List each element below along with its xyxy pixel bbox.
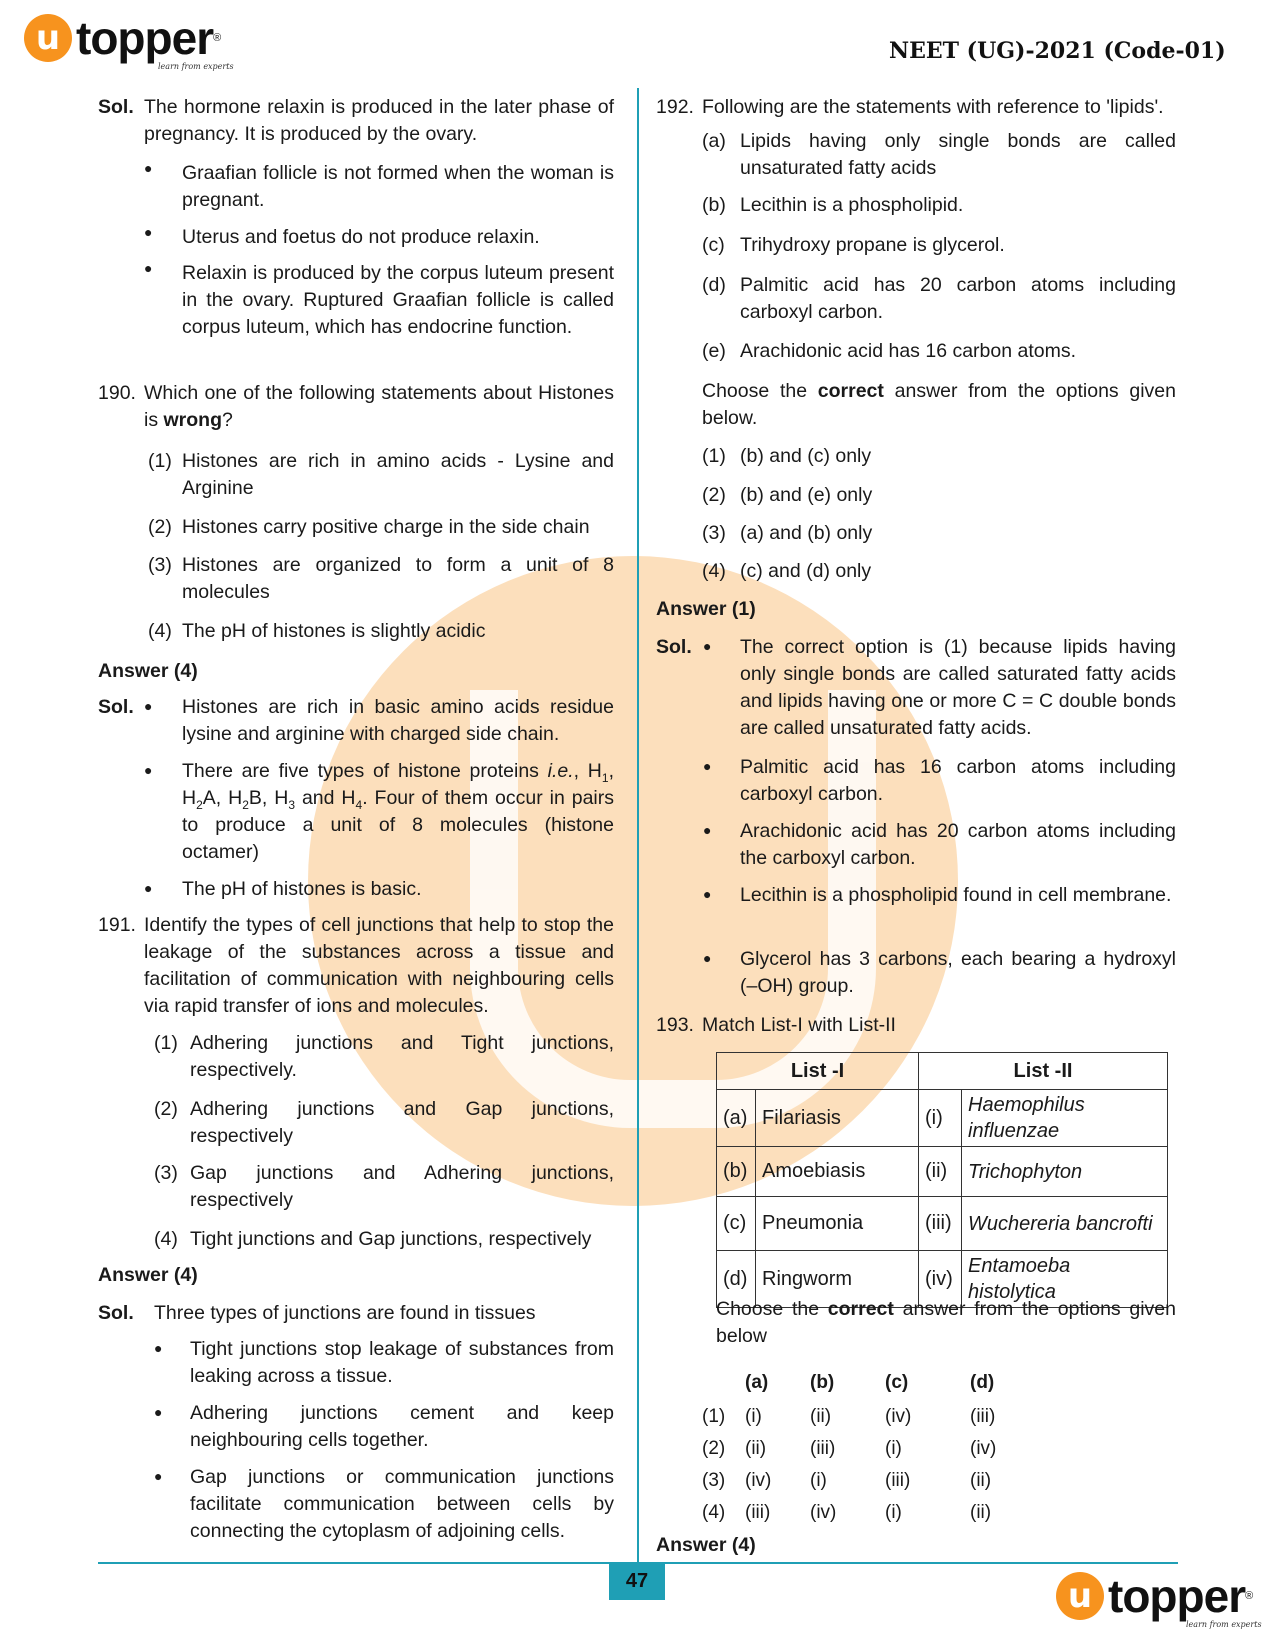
bullet-icon: ● bbox=[703, 822, 712, 838]
bullet-icon: ● bbox=[703, 758, 712, 774]
q190-opt-3: Histones are organized to form a unit of 8 molecules bbox=[182, 554, 614, 603]
q192-stmt-d: Palmitic acid has 20 carbon atoms including carboxyl carbon. bbox=[740, 274, 1176, 323]
q192-number: 192. bbox=[656, 96, 694, 118]
bullet-icon: ● bbox=[144, 260, 153, 276]
q193-opt-3-a: (iv) bbox=[745, 1470, 772, 1491]
bullet-icon: ● bbox=[144, 762, 153, 778]
q190-opt-2: Histones carry positive charge in the side chain bbox=[182, 516, 590, 538]
q192-stmt-a-num: (a) bbox=[702, 130, 726, 152]
q192-choose-text: Choose the correct answer from the options given below. bbox=[702, 380, 1177, 429]
table-row: (b) Amoebiasis (ii) Trichophyton bbox=[717, 1147, 1168, 1197]
q193-opt-3-d: (ii) bbox=[970, 1470, 992, 1491]
q193-answer: Answer (4) bbox=[656, 1534, 756, 1556]
sol189-bullet-3: Relaxin is produced by the corpus luteum present in the ovary. Ruptured Graafian follicle is called corpus luteum, which has endocrine function. bbox=[182, 262, 614, 338]
q191-opt-4: Tight junctions and Gap junctions, respectively bbox=[190, 1228, 592, 1250]
logo-tagline: learn from experts bbox=[1186, 1620, 1262, 1629]
table-row: (d) Ringworm (iv) Entamoeba histolytica bbox=[717, 1251, 1168, 1308]
q192-sol-bullet-1: The correct option is (1) because lipids having only single bonds are called saturated fatty acids and lipids having one or more C = C double bonds are called unsaturated fatty acids. bbox=[740, 636, 1176, 739]
q192-opt-2-num: (2) bbox=[702, 484, 726, 506]
q192-sol-bullet-2: Palmitic acid has 16 carbon atoms including carboxyl carbon. bbox=[740, 756, 1176, 805]
q192-opt-3: (a) and (b) only bbox=[740, 522, 873, 544]
q193-opt-1-c: (iv) bbox=[885, 1406, 912, 1427]
q193-opt-2-a: (ii) bbox=[745, 1438, 767, 1459]
bullet-icon: ● bbox=[154, 1340, 163, 1356]
bullet-icon: ● bbox=[144, 224, 153, 240]
q190-opt-2-num: (2) bbox=[148, 516, 172, 538]
q193-opt-4-c: (i) bbox=[885, 1502, 902, 1523]
q191-number: 191. bbox=[98, 914, 136, 936]
column-divider bbox=[637, 88, 639, 1562]
q192-stmt-e: Arachidonic acid has 16 carbon atoms. bbox=[740, 340, 1077, 362]
footer-logo bbox=[1056, 1572, 1253, 1620]
table-row: (c) Pneumonia (iii) Wuchereria bancrofti bbox=[717, 1197, 1168, 1251]
q192-text: Following are the statements with reference to 'lipids'. bbox=[702, 96, 1164, 118]
q190-opt-3-num: (3) bbox=[148, 554, 172, 576]
logo-registered: ® bbox=[1245, 1590, 1254, 1602]
q190-text: Which one of the following statements about Histones is wrong? bbox=[144, 382, 614, 431]
q190-sol-label: Sol. bbox=[98, 696, 134, 718]
q193-opt-1-b: (ii) bbox=[810, 1406, 832, 1427]
q193-opt-4-d: (ii) bbox=[970, 1502, 992, 1523]
q191-text: Identify the types of cell junctions that help to stop the leakage of the substances across a tissue and facilitation of communication with neighbouring cells via rapid transfer of ions and molecules. bbox=[144, 914, 614, 1017]
q190-answer: Answer (4) bbox=[98, 660, 198, 682]
q191-opt-3: Gap junctions and Adhering junctions, respectively bbox=[190, 1162, 614, 1211]
q190-opt-4-num: (4) bbox=[148, 620, 172, 642]
q191-opt-1: Adhering junctions and Tight junctions, respectively. bbox=[190, 1032, 614, 1081]
q192-opt-1-num: (1) bbox=[702, 445, 726, 467]
q190-sol-bullet-2: There are five types of histone proteins i.e., $H_1$, $H_2A$, $H_2B$, $H_3$ and $H_4$. Four of them occur in pairs to produce a unit of 8 molecules (histone octamer) bbox=[182, 760, 614, 863]
q192-sol-bullet-4: Lecithin is a phospholipid found in cell membrane. bbox=[740, 884, 1172, 906]
q193-opt-4-a: (iii) bbox=[745, 1502, 771, 1523]
q193-choose-text: Choose the correct answer from the options given below bbox=[716, 1298, 1177, 1347]
bullet-icon: ● bbox=[144, 698, 153, 714]
q193-number: 193. bbox=[656, 1014, 694, 1036]
match-table bbox=[716, 1052, 1168, 1308]
logo-tagline: learn from experts bbox=[158, 62, 234, 71]
q193-opt-3-b: (i) bbox=[810, 1470, 827, 1491]
bullet-icon: ● bbox=[703, 886, 712, 902]
q192-stmt-a: Lipids having only single bonds are called unsaturated fatty acids bbox=[740, 130, 1176, 179]
opt-head-b: (b) bbox=[810, 1372, 835, 1393]
q193-opt-3-c: (iii) bbox=[885, 1470, 911, 1491]
bullet-icon: ● bbox=[154, 1468, 163, 1484]
q192-opt-2: (b) and (e) only bbox=[740, 484, 873, 506]
q192-stmt-b: Lecithin is a phospholipid. bbox=[740, 194, 964, 216]
q193-opt-2-num: (2) bbox=[702, 1438, 726, 1459]
q192-stmt-d-num: (d) bbox=[702, 274, 726, 296]
sol189-label: Sol. bbox=[98, 96, 134, 118]
q192-opt-3-num: (3) bbox=[702, 522, 726, 544]
q191-sol-bullet-2: Adhering junctions cement and keep neighbouring cells together. bbox=[190, 1402, 614, 1451]
logo-registered: ® bbox=[213, 32, 222, 44]
q191-sol-text: Three types of junctions are found in tissues bbox=[154, 1302, 536, 1324]
q191-answer: Answer (4) bbox=[98, 1264, 198, 1286]
logo-icon: u bbox=[1056, 1572, 1104, 1620]
q193-opt-4-num: (4) bbox=[702, 1502, 726, 1523]
opt-head-a: (a) bbox=[745, 1372, 769, 1393]
q191-opt-4-num: (4) bbox=[154, 1228, 178, 1250]
table-row: (a) Filariasis (i) Haemophilus influenzae bbox=[717, 1090, 1168, 1147]
q193-opt-2-d: (iv) bbox=[970, 1438, 997, 1459]
q193-text: Match List-I with List-II bbox=[702, 1014, 896, 1036]
q191-opt-2-num: (2) bbox=[154, 1098, 178, 1120]
q191-opt-3-num: (3) bbox=[154, 1162, 178, 1184]
bullet-icon: ● bbox=[144, 880, 153, 896]
q192-sol-bullet-3: Arachidonic acid has 20 carbon atoms including the carboxyl carbon. bbox=[740, 820, 1176, 869]
header-logo bbox=[24, 14, 221, 62]
bullet-icon: ● bbox=[703, 638, 712, 654]
opt-head-c: (c) bbox=[885, 1372, 909, 1393]
q191-opt-1-num: (1) bbox=[154, 1032, 178, 1054]
q193-opt-1-d: (iii) bbox=[970, 1406, 996, 1427]
q192-opt-4-num: (4) bbox=[702, 560, 726, 582]
q193-opt-1-a: (i) bbox=[745, 1406, 762, 1427]
q192-sol-label: Sol. bbox=[656, 636, 692, 658]
q190-opt-1: Histones are rich in amino acids - Lysine and Arginine bbox=[182, 450, 614, 499]
q193-opt-2-c: (i) bbox=[885, 1438, 902, 1459]
q192-opt-1: (b) and (c) only bbox=[740, 445, 872, 467]
q190-number: 190. bbox=[98, 382, 136, 404]
exam-title: NEET (UG)-2021 (Code-01) bbox=[889, 38, 1226, 64]
page-number: 47 bbox=[609, 1563, 665, 1600]
list-1-header: List -I bbox=[717, 1053, 919, 1090]
sol189-bullet-1: Graafian follicle is not formed when the woman is pregnant. bbox=[182, 162, 614, 211]
q192-answer: Answer (1) bbox=[656, 598, 756, 620]
q193-opt-2-b: (iii) bbox=[810, 1438, 836, 1459]
q192-stmt-b-num: (b) bbox=[702, 194, 726, 216]
q192-stmt-e-num: (e) bbox=[702, 340, 726, 362]
q192-stmt-c-num: (c) bbox=[702, 234, 725, 256]
q193-opt-1-num: (1) bbox=[702, 1406, 726, 1427]
q190-opt-1-num: (1) bbox=[148, 450, 172, 472]
q193-opt-3-num: (3) bbox=[702, 1470, 726, 1491]
table-header-row bbox=[717, 1053, 1168, 1090]
bullet-icon: ● bbox=[144, 160, 153, 176]
q192-stmt-c: Trihydroxy propane is glycerol. bbox=[740, 234, 1005, 256]
q190-sol-bullet-3: The pH of histones is basic. bbox=[182, 878, 422, 900]
q191-opt-2: Adhering junctions and Gap junctions, respectively bbox=[190, 1098, 614, 1147]
logo-text: topper bbox=[76, 12, 214, 64]
bullet-icon: ● bbox=[703, 950, 712, 966]
q190-opt-4: The pH of histones is slightly acidic bbox=[182, 620, 486, 642]
bullet-icon: ● bbox=[154, 1404, 163, 1420]
opt-head-d: (d) bbox=[970, 1372, 995, 1393]
q191-sol-bullet-3: Gap junctions or communication junctions facilitate communication between cells by connecting the cytoplasm of adjoining cells. bbox=[190, 1466, 614, 1542]
q191-sol-bullet-1: Tight junctions stop leakage of substances from leaking across a tissue. bbox=[190, 1338, 614, 1387]
q191-sol-label: Sol. bbox=[98, 1302, 134, 1324]
list-2-header: List -II bbox=[919, 1053, 1168, 1090]
q190-sol-bullet-1: Histones are rich in basic amino acids residue lysine and arginine with charged side chain. bbox=[182, 696, 614, 745]
q192-sol-bullet-5: Glycerol has 3 carbons, each bearing a hydroxyl (–OH) group. bbox=[740, 948, 1176, 997]
sol189-bullet-2: Uterus and foetus do not produce relaxin. bbox=[182, 226, 540, 248]
q192-opt-4: (c) and (d) only bbox=[740, 560, 872, 582]
logo-text: topper bbox=[1108, 1570, 1246, 1622]
sol189-text: The hormone relaxin is produced in the later phase of pregnancy. It is produced by the ovary. bbox=[144, 96, 614, 145]
q193-opt-4-b: (iv) bbox=[810, 1502, 837, 1523]
logo-icon: u bbox=[24, 14, 72, 62]
